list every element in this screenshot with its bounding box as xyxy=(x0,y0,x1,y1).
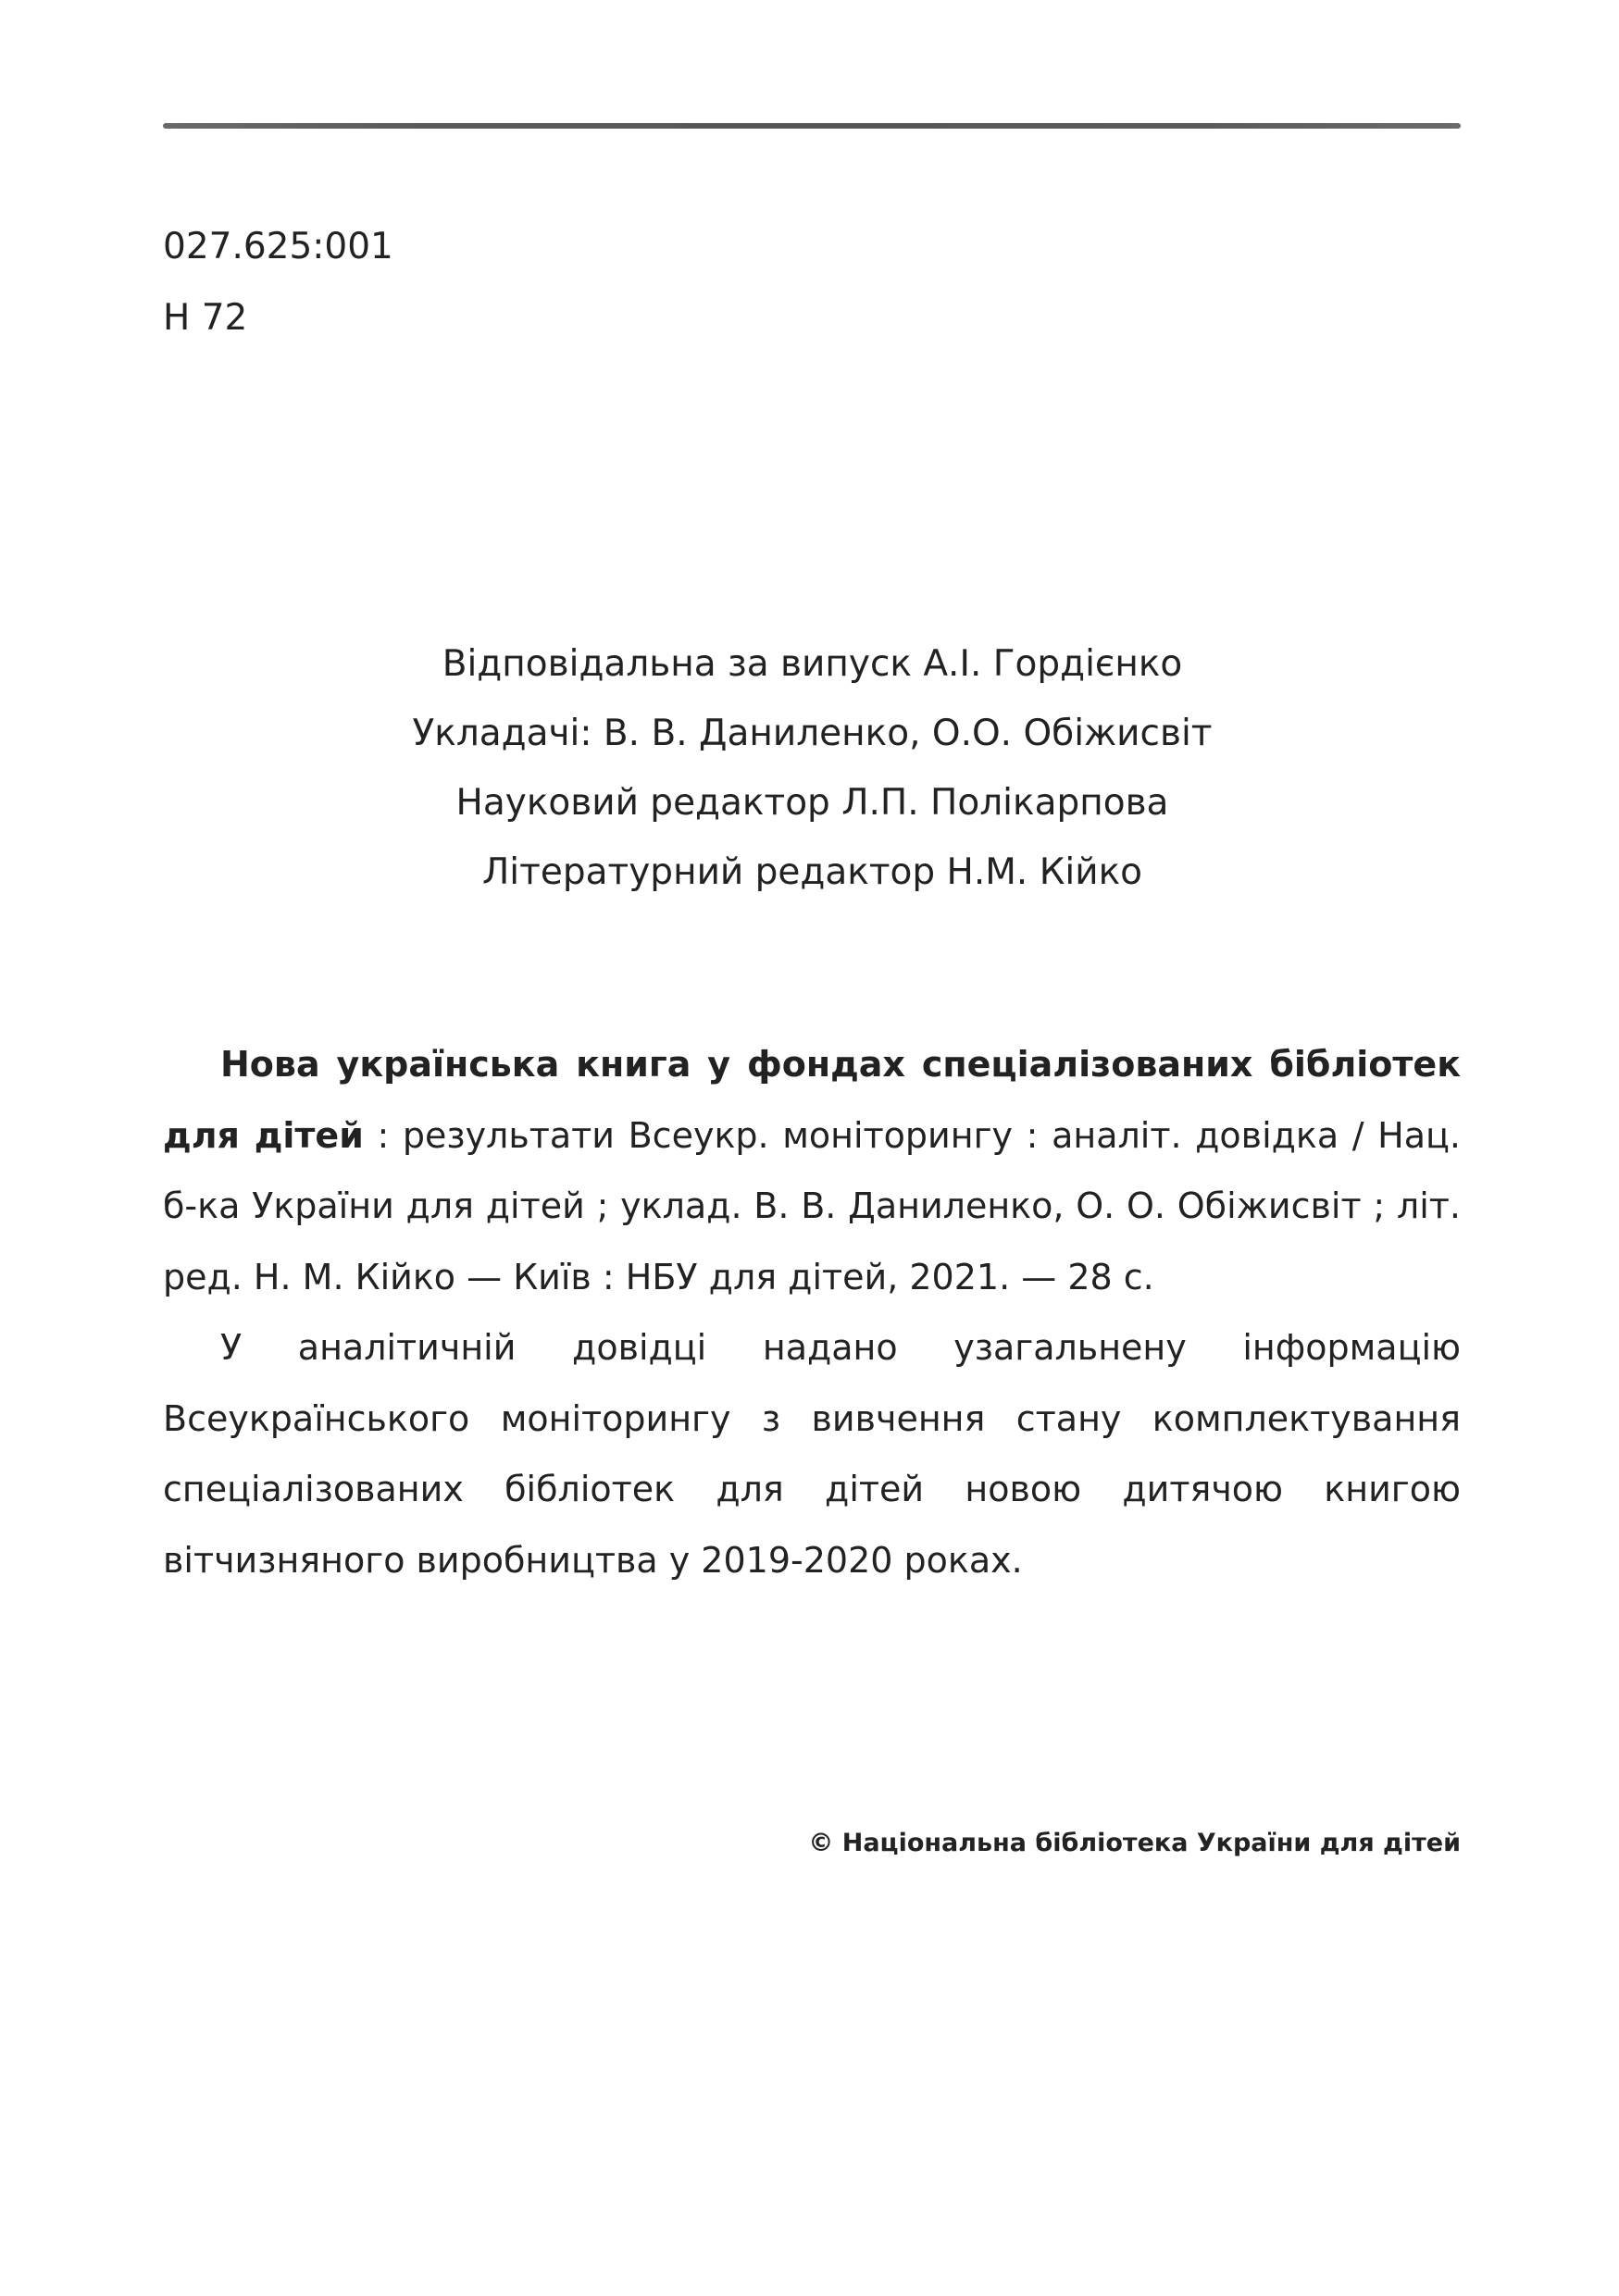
classification-block xyxy=(163,211,393,354)
copyright-notice: © Національна бібліотека України для дітей xyxy=(808,1829,1461,1857)
credits-block xyxy=(278,629,1347,907)
compilers-line: Укладачі: В. В. Даниленко, О.О. Обіжисвіт xyxy=(412,713,1213,754)
bibliographic-description xyxy=(163,1029,1461,1595)
book-title: Нова українська книга у фондах спеціалізованих бібліотек для дітей xyxy=(163,1044,1461,1156)
udc-code: 027.625:001 xyxy=(163,226,393,267)
literary-editor-line: Літературний редактор Н.М. Кійко xyxy=(481,851,1143,893)
author-mark: Н 72 xyxy=(163,297,248,339)
science-editor-line: Науковий редактор Л.П. Полікарпова xyxy=(455,782,1169,824)
record-details: : результати Всеукр. моніторингу : аналіт. довідка / Нац. б-ка України для дітей ; уклад. В. В. Даниленко, О. О. Обіжисвіт ; літ. ред. Н. М. Кійко — Київ : НБУ для дітей, 2021. — 28 с. xyxy=(163,1114,1461,1297)
top-rule xyxy=(163,123,1461,129)
responsible-line: Відповідальна за випуск А.І. Гордієнко xyxy=(442,643,1183,685)
annotation: У аналітичній довідці надано узагальнену інформацію Всеукраїнського моніторингу з вивчення стану комплектування спеціалізованих бібліотек для дітей новою дитячою книгою вітчизняного виробництва у 2019-2020 роках. xyxy=(163,1327,1461,1581)
bibliographic-record xyxy=(163,1029,1461,1312)
